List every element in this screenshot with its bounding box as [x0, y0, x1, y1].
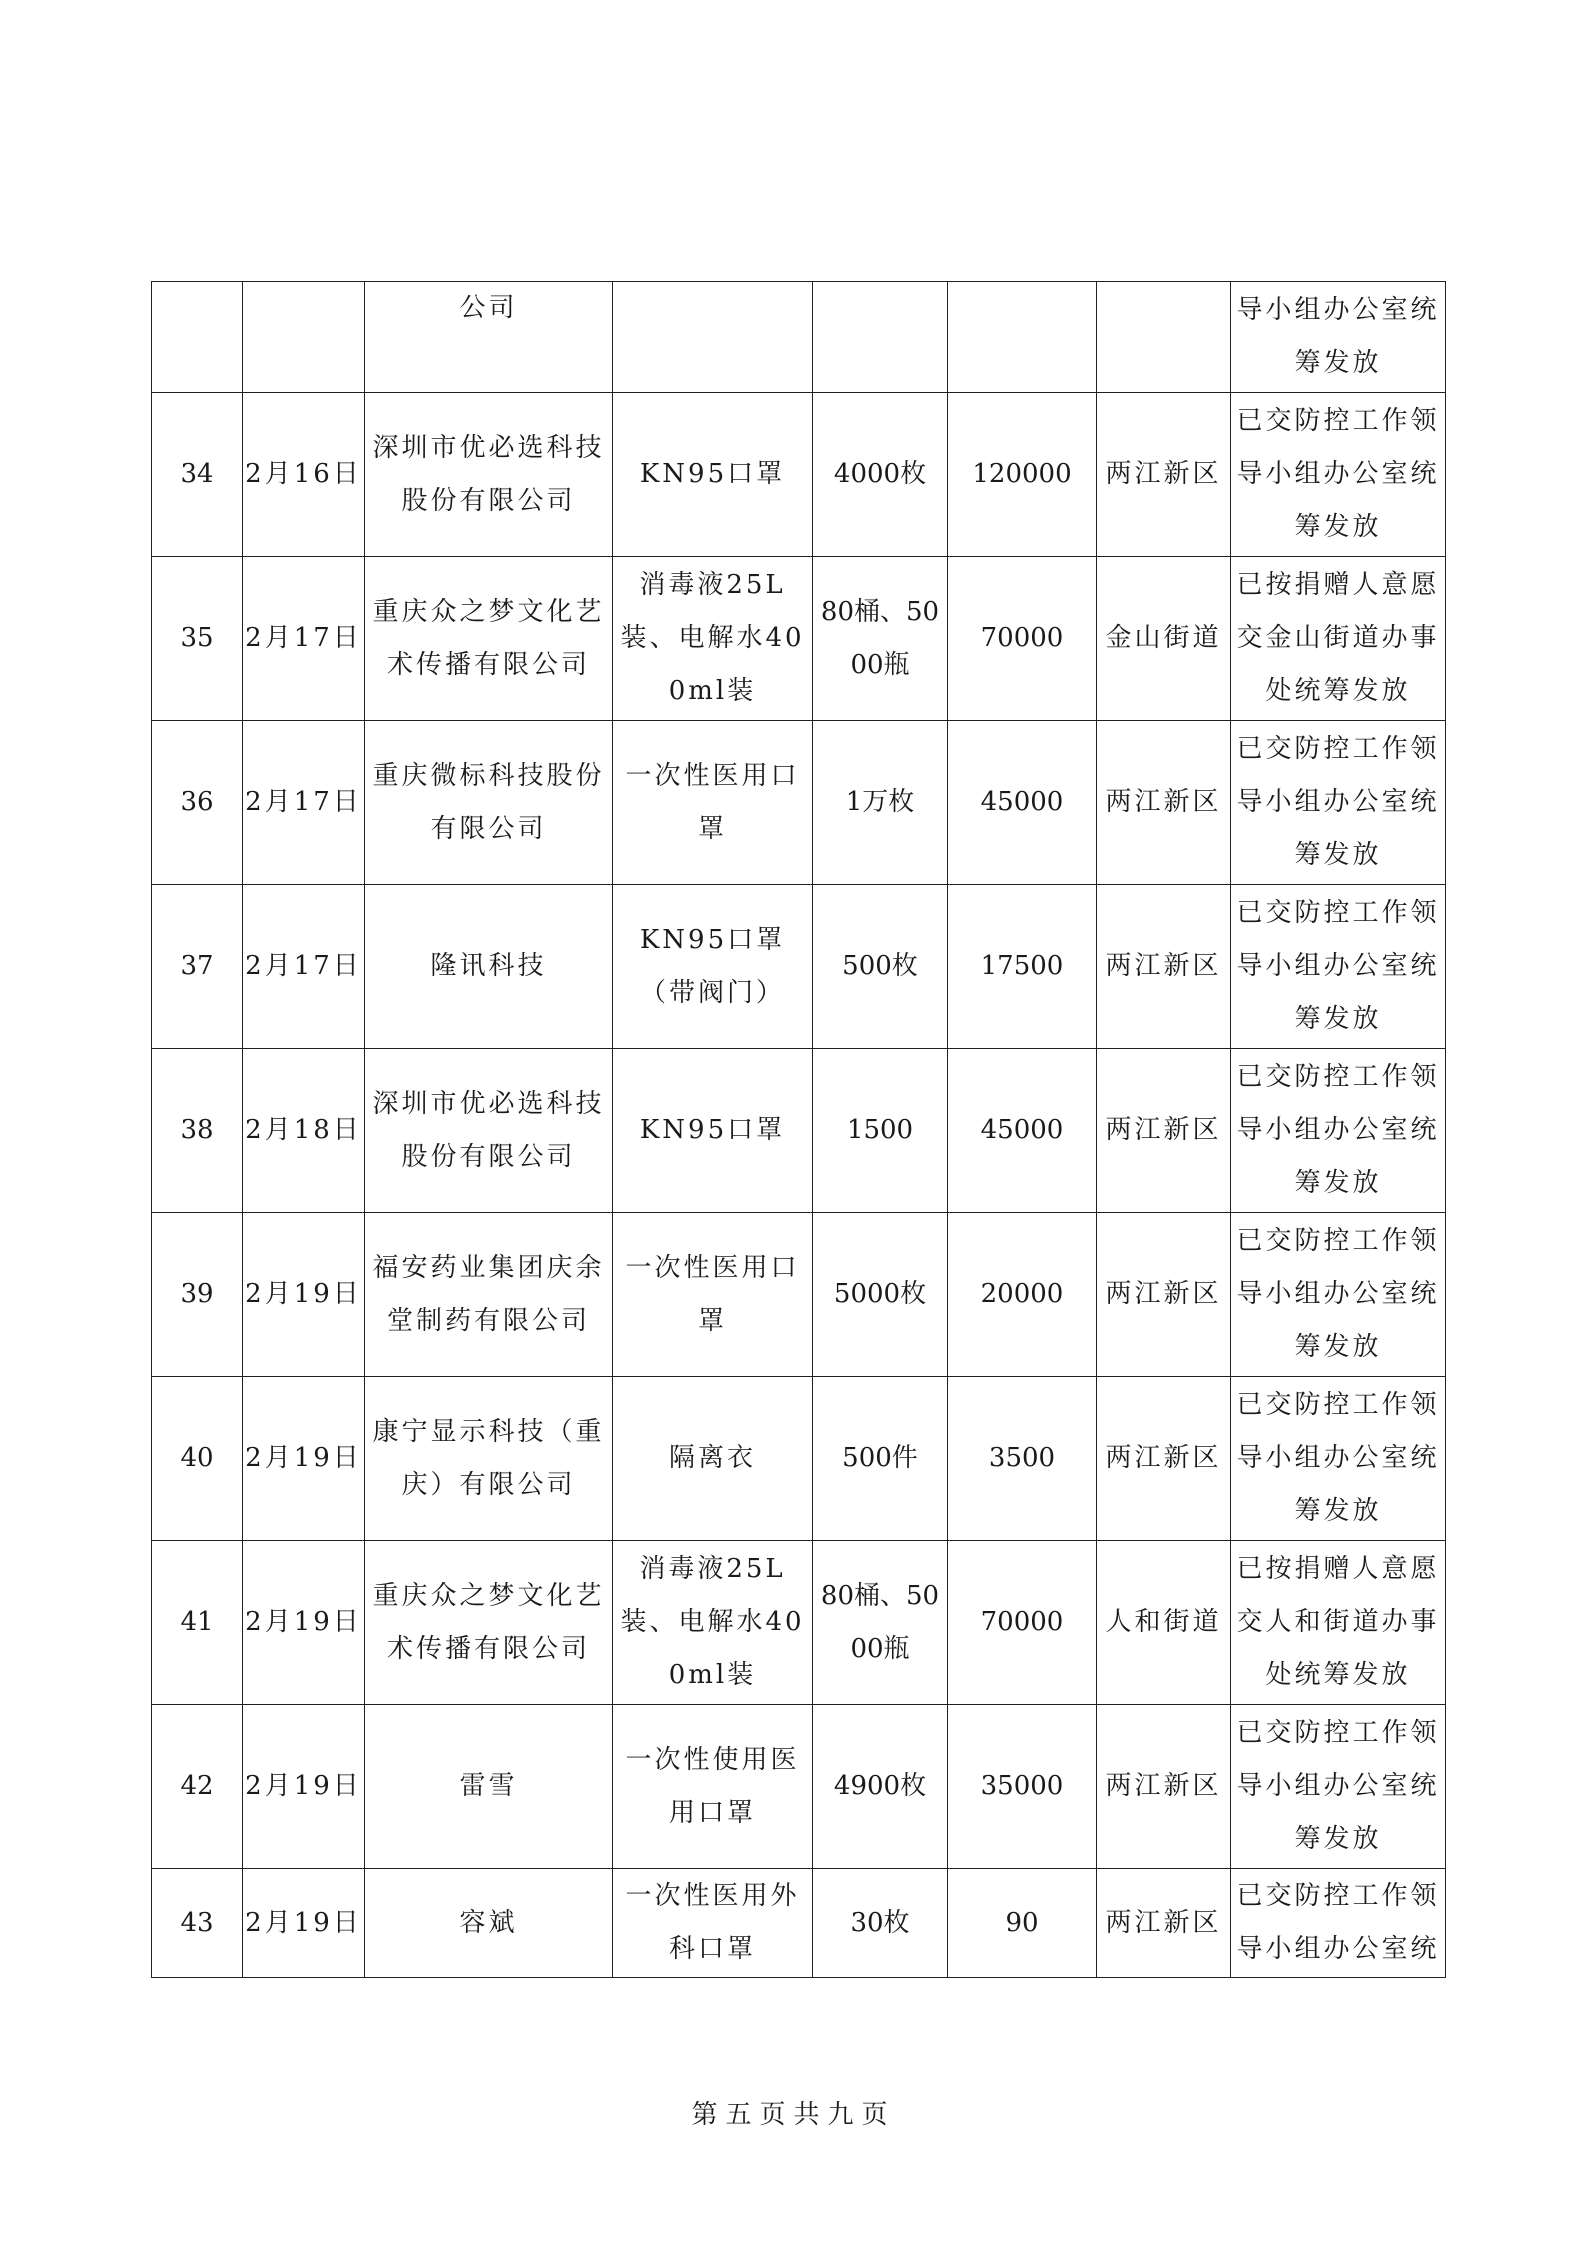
cell-note: 已交防控工作领导小组办公室统 — [1231, 1869, 1446, 1978]
cell-recipient — [1097, 282, 1231, 393]
cell-qty — [813, 282, 948, 393]
cell-qty: 5000枚 — [813, 1213, 948, 1377]
cell-qty: 4900枚 — [813, 1705, 948, 1869]
cell-qty: 500枚 — [813, 885, 948, 1049]
table-row — [152, 1213, 1446, 1377]
cell-amount: 35000 — [948, 1705, 1097, 1869]
cell-donor: 深圳市优必选科技股份有限公司 — [365, 393, 613, 557]
cell-qty: 80桶、5000瓶 — [813, 1541, 948, 1705]
cell-no: 35 — [152, 557, 243, 721]
cell-donor: 深圳市优必选科技股份有限公司 — [365, 1049, 613, 1213]
cell-amount: 45000 — [948, 1049, 1097, 1213]
cell-recipient: 两江新区 — [1097, 1049, 1231, 1213]
cell-donor: 公司 — [365, 282, 613, 393]
cell-no: 34 — [152, 393, 243, 557]
cell-amount: 45000 — [948, 721, 1097, 885]
cell-recipient: 两江新区 — [1097, 1377, 1231, 1541]
cell-amount: 3500 — [948, 1377, 1097, 1541]
table-row — [152, 885, 1446, 1049]
donation-table-body — [152, 282, 1446, 1978]
cell-date: 2月19日 — [243, 1705, 365, 1869]
table-row — [152, 557, 1446, 721]
cell-qty: 4000枚 — [813, 393, 948, 557]
cell-amount: 70000 — [948, 1541, 1097, 1705]
cell-donor: 容斌 — [365, 1869, 613, 1978]
cell-note: 已交防控工作领导小组办公室统筹发放 — [1231, 885, 1446, 1049]
cell-item: 一次性使用医用口罩 — [613, 1705, 813, 1869]
cell-item: 一次性医用口罩 — [613, 721, 813, 885]
cell-qty: 1万枚 — [813, 721, 948, 885]
cell-no — [152, 282, 243, 393]
page-footer: 第五页共九页 — [691, 2100, 896, 2130]
cell-note: 已交防控工作领导小组办公室统筹发放 — [1231, 393, 1446, 557]
cell-recipient: 两江新区 — [1097, 885, 1231, 1049]
cell-note: 已交防控工作领导小组办公室统筹发放 — [1231, 1049, 1446, 1213]
cell-qty: 80桶、5000瓶 — [813, 557, 948, 721]
cell-recipient: 两江新区 — [1097, 1213, 1231, 1377]
cell-recipient: 两江新区 — [1097, 721, 1231, 885]
table-row — [152, 1049, 1446, 1213]
cell-donor: 雷雪 — [365, 1705, 613, 1869]
cell-note: 已按捐赠人意愿交人和街道办事处统筹发放 — [1231, 1541, 1446, 1705]
donation-table — [151, 281, 1446, 1978]
cell-no: 38 — [152, 1049, 243, 1213]
cell-donor: 重庆众之梦文化艺术传播有限公司 — [365, 1541, 613, 1705]
cell-item: 隔离衣 — [613, 1377, 813, 1541]
cell-amount: 20000 — [948, 1213, 1097, 1377]
cell-date: 2月19日 — [243, 1869, 365, 1978]
cell-amount: 70000 — [948, 557, 1097, 721]
cell-note: 已按捐赠人意愿交金山街道办事处统筹发放 — [1231, 557, 1446, 721]
cell-no: 43 — [152, 1869, 243, 1978]
cell-item: 消毒液25L装、电解水400ml装 — [613, 1541, 813, 1705]
cell-recipient: 两江新区 — [1097, 393, 1231, 557]
table-row — [152, 393, 1446, 557]
cell-amount: 90 — [948, 1869, 1097, 1978]
cell-amount — [948, 282, 1097, 393]
cell-item: KN95口罩（带阀门） — [613, 885, 813, 1049]
cell-donor: 重庆众之梦文化艺术传播有限公司 — [365, 557, 613, 721]
cell-no: 42 — [152, 1705, 243, 1869]
cell-date: 2月17日 — [243, 721, 365, 885]
cell-note: 已交防控工作领导小组办公室统筹发放 — [1231, 1377, 1446, 1541]
cell-donor: 重庆微标科技股份有限公司 — [365, 721, 613, 885]
cell-no: 36 — [152, 721, 243, 885]
cell-recipient: 金山街道 — [1097, 557, 1231, 721]
cell-note: 已交防控工作领导小组办公室统筹发放 — [1231, 1705, 1446, 1869]
cell-no: 39 — [152, 1213, 243, 1377]
table-row — [152, 1869, 1446, 1978]
table-row — [152, 1541, 1446, 1705]
cell-date: 2月19日 — [243, 1213, 365, 1377]
cell-note: 导小组办公室统筹发放 — [1231, 282, 1446, 393]
cell-qty: 1500 — [813, 1049, 948, 1213]
cell-date: 2月19日 — [243, 1541, 365, 1705]
table-row-continuation — [152, 282, 1446, 393]
cell-item: 消毒液25L装、电解水400ml装 — [613, 557, 813, 721]
cell-qty: 500件 — [813, 1377, 948, 1541]
cell-date: 2月18日 — [243, 1049, 365, 1213]
cell-amount: 17500 — [948, 885, 1097, 1049]
table-row — [152, 721, 1446, 885]
cell-item — [613, 282, 813, 393]
cell-donor: 福安药业集团庆余堂制药有限公司 — [365, 1213, 613, 1377]
cell-no: 37 — [152, 885, 243, 1049]
cell-no: 41 — [152, 1541, 243, 1705]
cell-date: 2月17日 — [243, 557, 365, 721]
cell-date: 2月19日 — [243, 1377, 365, 1541]
cell-no: 40 — [152, 1377, 243, 1541]
cell-donor: 隆讯科技 — [365, 885, 613, 1049]
cell-qty: 30枚 — [813, 1869, 948, 1978]
cell-date — [243, 282, 365, 393]
cell-recipient: 人和街道 — [1097, 1541, 1231, 1705]
cell-note: 已交防控工作领导小组办公室统筹发放 — [1231, 1213, 1446, 1377]
cell-item: 一次性医用口罩 — [613, 1213, 813, 1377]
cell-item: KN95口罩 — [613, 1049, 813, 1213]
cell-amount: 120000 — [948, 393, 1097, 557]
cell-item: 一次性医用外科口罩 — [613, 1869, 813, 1978]
cell-item: KN95口罩 — [613, 393, 813, 557]
cell-date: 2月17日 — [243, 885, 365, 1049]
cell-note: 已交防控工作领导小组办公室统筹发放 — [1231, 721, 1446, 885]
cell-recipient: 两江新区 — [1097, 1705, 1231, 1869]
cell-recipient: 两江新区 — [1097, 1869, 1231, 1978]
cell-donor: 康宁显示科技（重庆）有限公司 — [365, 1377, 613, 1541]
table-row — [152, 1377, 1446, 1541]
table-row — [152, 1705, 1446, 1869]
cell-date: 2月16日 — [243, 393, 365, 557]
